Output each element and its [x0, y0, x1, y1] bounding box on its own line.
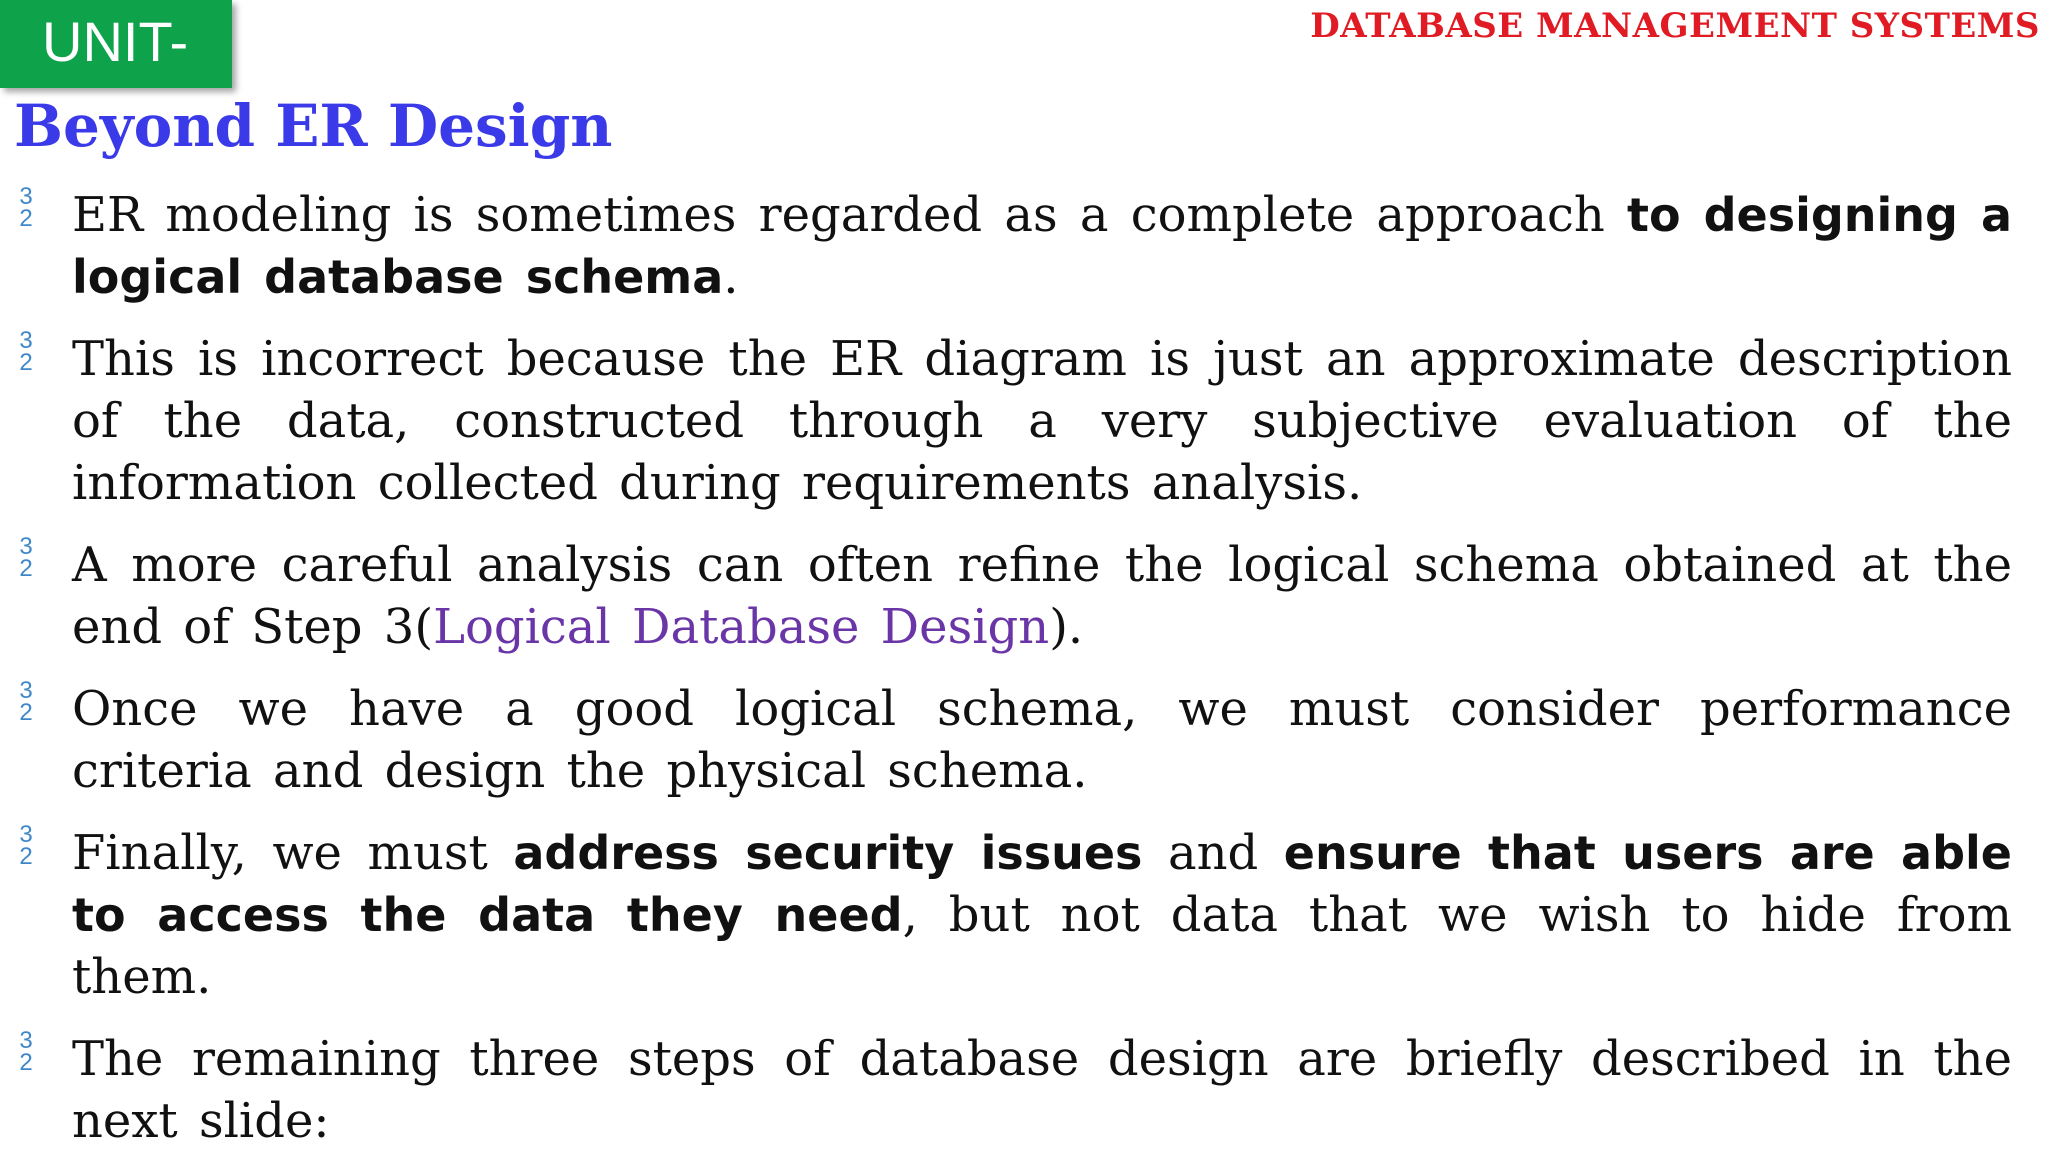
bullet-item-3	[0, 534, 2048, 658]
bullet-marker-icon: 3 2	[19, 677, 33, 726]
unit-badge: UNIT-	[0, 0, 232, 88]
bullet-text: Finally, we must	[72, 825, 514, 881]
bullet-marker-icon: 3 2	[19, 533, 33, 582]
bullet-item-4	[0, 678, 2048, 802]
bullet-text: The remaining three steps of database design are briefly described in the next slide:	[72, 1031, 2012, 1149]
bullet-item-5	[0, 822, 2048, 1008]
bullet-bold-text: ensure that users are able to access the data they need	[72, 826, 2012, 942]
bullet-marker-icon: 3 2	[19, 327, 33, 376]
bullet-bold-text: to designing a logical database schema	[72, 188, 2012, 304]
bullet-text: ER modeling is sometimes regarded as a complete approach	[72, 187, 1627, 243]
bullet-bold-text: address security issues	[513, 826, 1143, 880]
bullet-item-2	[0, 328, 2048, 514]
bullet-marker-icon: 3 2	[19, 183, 33, 232]
bullet-text: This is incorrect because the ER diagram is just an approximate description of the data, constructed through a very subjective evaluation of the information collected during requirements analysis.	[72, 331, 2012, 511]
course-title: DATABASE MANAGEMENT SYSTEMS	[1310, 6, 2040, 46]
bullet-text: A more careful analysis can often refine the logical schema obtained at the end of Step 3(	[72, 537, 2012, 655]
bullet-text: , but not data that we wish to hide from them.	[72, 887, 2012, 1005]
bullet-text: Once we have a good logical schema, we must consider performance criteria and design the physical schema.	[72, 681, 2012, 799]
bullet-item-6	[0, 1028, 2048, 1152]
bullet-text: ).	[1049, 599, 1084, 655]
bullet-text: .	[723, 249, 739, 305]
step-reference-link[interactable]: Logical Database Design	[433, 599, 1050, 655]
bullet-item-1	[0, 184, 2048, 308]
slide-title: Beyond ER Design	[14, 92, 613, 160]
bullet-marker-icon: 3 2	[19, 821, 33, 870]
bullet-marker-icon: 3 2	[19, 1027, 33, 1076]
bullet-text: and	[1142, 825, 1284, 881]
bullet-list	[0, 184, 2048, 1152]
